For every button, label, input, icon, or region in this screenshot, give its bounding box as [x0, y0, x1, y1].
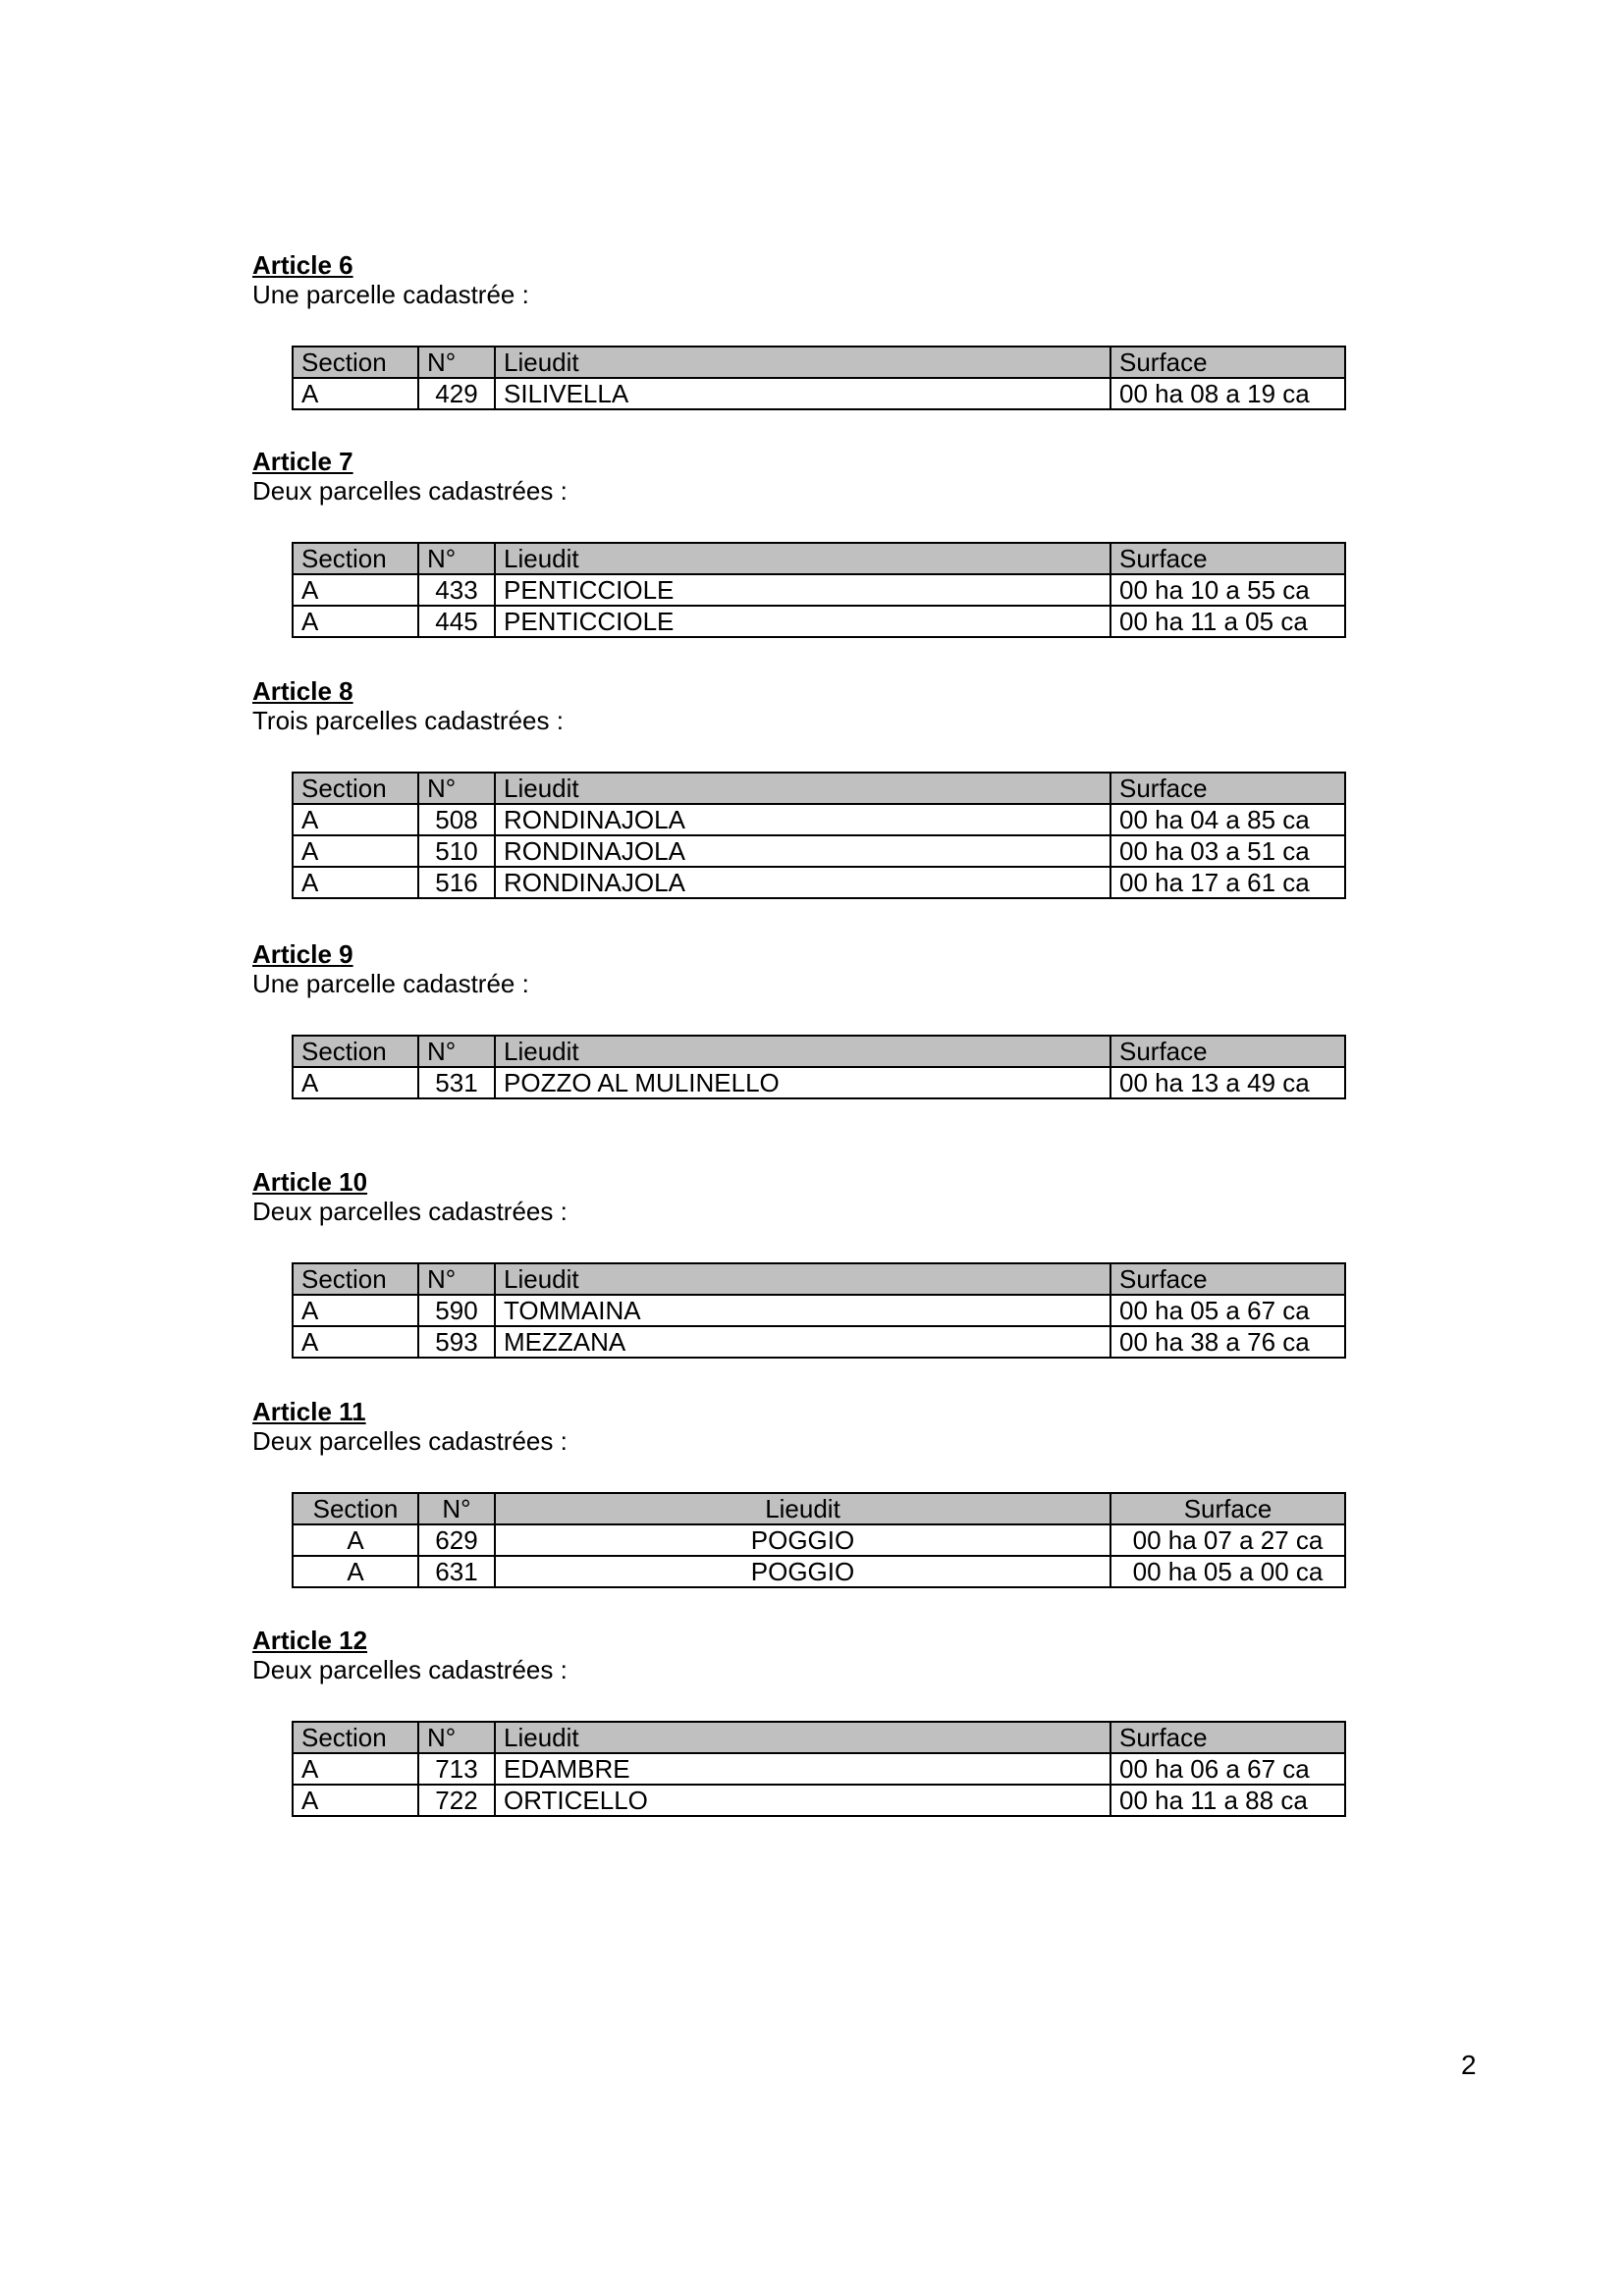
cell-surface: 00 ha 03 a 51 ca: [1110, 835, 1345, 867]
cell-section: A: [293, 1067, 418, 1098]
cell-lieudit: ORTICELLO: [495, 1785, 1110, 1816]
article-description: Deux parcelles cadastrées :: [252, 1197, 568, 1226]
header-number: N°: [418, 1722, 495, 1753]
cell-number: 593: [418, 1326, 495, 1358]
cell-section: A: [293, 606, 418, 637]
table-row: [293, 1785, 1345, 1816]
cell-section: A: [293, 1326, 418, 1358]
article-12: [252, 1626, 1352, 1815]
cell-section: A: [293, 378, 418, 409]
table-row: [293, 1524, 1345, 1556]
header-number: N°: [418, 1263, 495, 1295]
cell-number: 722: [418, 1785, 495, 1816]
header-lieudit: Lieudit: [495, 1036, 1110, 1067]
page-number: 2: [1461, 2050, 1477, 2080]
cell-lieudit: RONDINAJOLA: [495, 835, 1110, 867]
table-row: [293, 606, 1345, 637]
cell-lieudit: EDAMBRE: [495, 1753, 1110, 1785]
header-section: Section: [293, 347, 418, 378]
article-7: [252, 447, 1352, 636]
cell-lieudit: PENTICCIOLE: [495, 574, 1110, 606]
article-10: [252, 1167, 1352, 1357]
cell-surface: 00 ha 07 a 27 ca: [1110, 1524, 1345, 1556]
article-6: [252, 250, 1352, 408]
parcel-table: [292, 542, 1346, 638]
header-lieudit: Lieudit: [495, 1263, 1110, 1295]
table-row: [293, 1295, 1345, 1326]
cell-number: 516: [418, 867, 495, 898]
header-section: Section: [293, 773, 418, 804]
header-surface: Surface: [1110, 543, 1345, 574]
table-header-row: [293, 1263, 1345, 1295]
article-title: Article 6: [252, 250, 353, 280]
cell-number: 445: [418, 606, 495, 637]
cell-lieudit: SILIVELLA: [495, 378, 1110, 409]
table-header-row: [293, 347, 1345, 378]
table-header-row: [293, 1722, 1345, 1753]
cell-section: A: [293, 867, 418, 898]
parcel-table: [292, 1262, 1346, 1359]
cell-surface: 00 ha 17 a 61 ca: [1110, 867, 1345, 898]
cell-number: 629: [418, 1524, 495, 1556]
cell-number: 508: [418, 804, 495, 835]
cell-surface: 00 ha 11 a 05 ca: [1110, 606, 1345, 637]
cell-number: 433: [418, 574, 495, 606]
table-header-row: [293, 1036, 1345, 1067]
table-row: [293, 1067, 1345, 1098]
header-section: Section: [293, 1036, 418, 1067]
parcel-table: [292, 1492, 1346, 1588]
article-description: Trois parcelles cadastrées :: [252, 706, 564, 735]
article-title: Article 12: [252, 1626, 368, 1655]
header-surface: Surface: [1110, 1036, 1345, 1067]
cell-number: 590: [418, 1295, 495, 1326]
header-lieudit: Lieudit: [495, 347, 1110, 378]
header-surface: Surface: [1110, 1493, 1345, 1524]
cell-section: A: [293, 804, 418, 835]
cell-section: A: [293, 1785, 418, 1816]
header-number: N°: [418, 347, 495, 378]
article-description: Une parcelle cadastrée :: [252, 280, 529, 309]
header-surface: Surface: [1110, 773, 1345, 804]
table-row: [293, 1753, 1345, 1785]
cell-lieudit: RONDINAJOLA: [495, 867, 1110, 898]
header-surface: Surface: [1110, 347, 1345, 378]
header-section: Section: [293, 543, 418, 574]
cell-section: A: [293, 1295, 418, 1326]
header-lieudit: Lieudit: [495, 1722, 1110, 1753]
cell-section: A: [293, 1556, 418, 1587]
article-11: [252, 1397, 1352, 1586]
article-description: Une parcelle cadastrée :: [252, 969, 529, 998]
cell-surface: 00 ha 05 a 67 ca: [1110, 1295, 1345, 1326]
cell-number: 713: [418, 1753, 495, 1785]
table-header-row: [293, 773, 1345, 804]
cell-number: 429: [418, 378, 495, 409]
article-title: Article 10: [252, 1167, 368, 1197]
header-lieudit: Lieudit: [495, 773, 1110, 804]
cell-surface: 00 ha 06 a 67 ca: [1110, 1753, 1345, 1785]
cell-section: A: [293, 1753, 418, 1785]
parcel-table: [292, 772, 1346, 899]
article-description: Deux parcelles cadastrées :: [252, 476, 568, 506]
cell-lieudit: TOMMAINA: [495, 1295, 1110, 1326]
cell-lieudit: POZZO AL MULINELLO: [495, 1067, 1110, 1098]
cell-surface: 00 ha 13 a 49 ca: [1110, 1067, 1345, 1098]
table-row: [293, 867, 1345, 898]
table-row: [293, 1326, 1345, 1358]
table-header-row: [293, 1493, 1345, 1524]
header-lieudit: Lieudit: [495, 543, 1110, 574]
cell-lieudit: RONDINAJOLA: [495, 804, 1110, 835]
cell-surface: 00 ha 10 a 55 ca: [1110, 574, 1345, 606]
cell-lieudit: PENTICCIOLE: [495, 606, 1110, 637]
parcel-table: [292, 346, 1346, 410]
article-9: [252, 939, 1352, 1097]
cell-surface: 00 ha 05 a 00 ca: [1110, 1556, 1345, 1587]
table-row: [293, 1556, 1345, 1587]
article-description: Deux parcelles cadastrées :: [252, 1655, 568, 1684]
table-row: [293, 835, 1345, 867]
article-title: Article 7: [252, 447, 353, 476]
header-lieudit: Lieudit: [495, 1493, 1110, 1524]
header-section: Section: [293, 1263, 418, 1295]
cell-section: A: [293, 1524, 418, 1556]
header-section: Section: [293, 1493, 418, 1524]
cell-surface: 00 ha 11 a 88 ca: [1110, 1785, 1345, 1816]
table-row: [293, 378, 1345, 409]
table-row: [293, 574, 1345, 606]
cell-surface: 00 ha 04 a 85 ca: [1110, 804, 1345, 835]
cell-section: A: [293, 574, 418, 606]
header-number: N°: [418, 1036, 495, 1067]
article-title: Article 9: [252, 939, 353, 969]
cell-number: 531: [418, 1067, 495, 1098]
cell-lieudit: POGGIO: [495, 1524, 1110, 1556]
header-number: N°: [418, 543, 495, 574]
cell-number: 510: [418, 835, 495, 867]
table-header-row: [293, 543, 1345, 574]
article-8: [252, 676, 1352, 897]
parcel-table: [292, 1035, 1346, 1099]
table-row: [293, 804, 1345, 835]
article-description: Deux parcelles cadastrées :: [252, 1426, 568, 1456]
parcel-table: [292, 1721, 1346, 1817]
cell-number: 631: [418, 1556, 495, 1587]
header-number: N°: [418, 773, 495, 804]
header-surface: Surface: [1110, 1722, 1345, 1753]
cell-surface: 00 ha 38 a 76 ca: [1110, 1326, 1345, 1358]
cell-lieudit: POGGIO: [495, 1556, 1110, 1587]
header-section: Section: [293, 1722, 418, 1753]
cell-section: A: [293, 835, 418, 867]
header-surface: Surface: [1110, 1263, 1345, 1295]
cell-surface: 00 ha 08 a 19 ca: [1110, 378, 1345, 409]
header-number: N°: [418, 1493, 495, 1524]
cell-lieudit: MEZZANA: [495, 1326, 1110, 1358]
article-title: Article 8: [252, 676, 353, 706]
article-title: Article 11: [252, 1397, 366, 1426]
